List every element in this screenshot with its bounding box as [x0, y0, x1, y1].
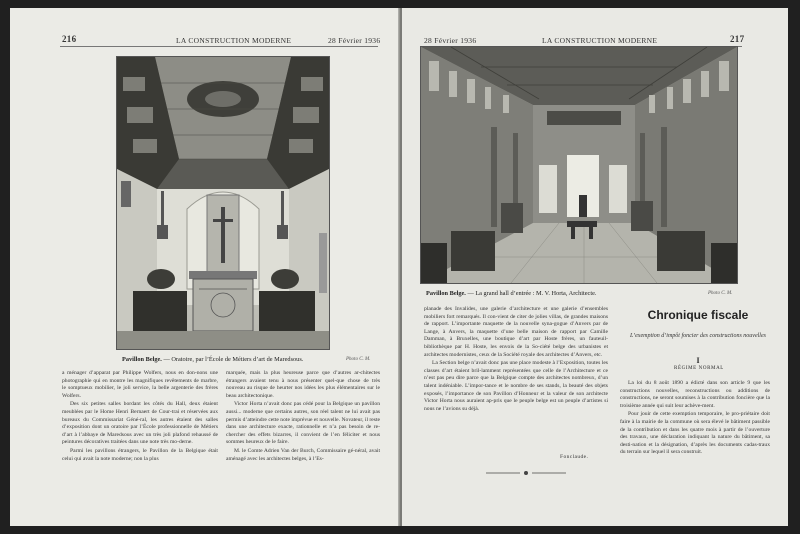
- right-page-date: 28 Février 1936: [424, 36, 477, 45]
- left-running-title: LA CONSTRUCTION MODERNE: [176, 36, 292, 45]
- paragraph: Pour jouir de cette exemption temporaire, le pro-priétaire doit faire à la mairie de la commune où sera élevé le bâtiment passible de la contribution et dans les quatre mois à partir de l’ouverture des travaux, une déclaration indiquant la nature du bâtiment, sa desti-nation et la désignation, d’après les documents cadas-traux du terrain sur lequel il sera construit.: [620, 411, 770, 456]
- left-text-column-2: [226, 370, 380, 464]
- left-text-column-1: [62, 370, 218, 464]
- left-page: [10, 8, 400, 526]
- oratoire-caption-text: — Oratoire, par l’École de Métiers d’art de Maredsous.: [161, 356, 304, 363]
- article-subtitle: L’exemption d’impôt foncier des constructions nouvelles: [630, 333, 766, 339]
- oratoire-caption: [122, 356, 303, 363]
- right-text-column-2: [620, 380, 770, 458]
- oratoire-caption-bold: Pavillon Belge.: [122, 356, 162, 363]
- right-page-number: 217: [730, 34, 745, 44]
- grand-hall-photo: [420, 46, 738, 284]
- section-label: RÉGIME NORMAL: [674, 366, 724, 371]
- left-page-date: 28 Février 1936: [328, 36, 381, 45]
- hall-caption-bold: Pavillon Belge.: [426, 290, 466, 297]
- hall-caption-text: — La grand hall d’entrée : M. V. Horta, Architecte.: [465, 290, 597, 297]
- hall-caption: [426, 290, 596, 297]
- right-page: [402, 8, 788, 526]
- left-header-rule: [60, 46, 378, 47]
- right-running-title: LA CONSTRUCTION MODERNE: [542, 36, 658, 45]
- paragraph: Des six petites salles bordant les côtés du Hall, deux étaient meublées par le Home Henri Bernaert de Cour-trai et réservées aux bureaux du Commissariat Géné-ral, les autres étaient des salles d’exposition dont un oratoire par l’École professionnelle de Métiers d’art à l’abbaye de Maredsous avec un très joli plafond rehaussé de peintures décoratives traitées dans une note très mo-derne.: [62, 401, 218, 446]
- paragraph: La loi du 8 août 1890 a édicté dans son article 9 que les constructions nouvelles, reconstructions ou additions de constructions, ne seront soumises à la contribution foncière que la troisième année qui suit leur achève-ment.: [620, 380, 770, 409]
- section-number: I: [696, 356, 700, 365]
- paragraph: Parmi les pavillons étrangers, le Pavillon de la Belgique était celui qui avait la note moderne; non la plus: [62, 447, 218, 462]
- magazine-spread: [10, 8, 788, 526]
- paragraph: planade des Invalides, une galerie d’architecture et une galerie d’ensembles mobiliers fort remarqués. Il con-vient de citer de jolies villas, de grandes maisons de rapport. L’importante maquette de la nouvelle syna-gogue d’Anvers par de Lange, à Anvers, la maquette d’une belle maison de rapport par Camille Damman, à Bruxelles, une boutique d’art par Hoste frères, un fauteuil-bibliothèque par H. Hoste, les envois de la So-ciété belge des urbanistes et architectes modernistes, ceux de la Société royale des architectes d’Anvers, etc.: [424, 306, 608, 358]
- left-page-number: 216: [62, 34, 77, 44]
- paragraph: M. le Comte Adrien Van der Burch, Commissaire gé-néral, avait aménagé avec les architectes belges, à l’Es-: [226, 447, 380, 462]
- paragraph: La Section belge n’avait donc pas une place modeste à l’Exposition, toutes les classes d’art étaient bril-lamment représentées que celle de l’Architecture et ce n’est pas peu dire parce que la Belgique compte des architectes nombreux, d’un talent indéniable. L’impor-tance et le nombre de ses stands, la beauté des objets exposés, l’importance de son Pavillon d’Honneur et la valeur de son architecte Victor Horta nous auraient ap-pris que le peuple belge est un peuple d’artistes si nous ne l’avions su déjà.: [424, 360, 608, 412]
- section-ornament: [486, 470, 566, 476]
- oratoire-photo: [116, 56, 330, 350]
- article-title: Chronique fiscale: [647, 308, 749, 322]
- hall-photo-credit: Photo C. M.: [708, 291, 733, 296]
- paragraph: a ménager d’apparat par Philippe Wolfers, nous en don-nons une photographie qui en montre les magnifiques revêtements de marbre, le somptueux mobilier, le joli service, la belle argenterie des frères Wolfers.: [62, 370, 218, 399]
- right-text-column-1: [424, 306, 608, 414]
- oratoire-photo-credit: Photo C. M.: [346, 357, 371, 362]
- author-signature: Fonclaude.: [560, 454, 589, 460]
- paragraph: Victor Horta n’avait donc pas cédé pour la Belgique un pavillon aussi... moderne que certains autres, son réel talent ne lui avait pas permis d’atteindre cette note imprévue et nouvelle. Novateur, il reste dans une architecture exacte, rationnelle et n’a pas besoin de re-chercher des effets bizarres, il convient de l’en féliciter et nous sommes heureux de le faire.: [226, 401, 380, 446]
- paragraph: marquée, mais la plus heureuse parce que d’autres ar-chitectes étrangers avaient tenu à nous présenter quel-que chose de très nouveau au risque de heurter nos idées les plus élémentaires sur le beau architectonique.: [226, 370, 380, 399]
